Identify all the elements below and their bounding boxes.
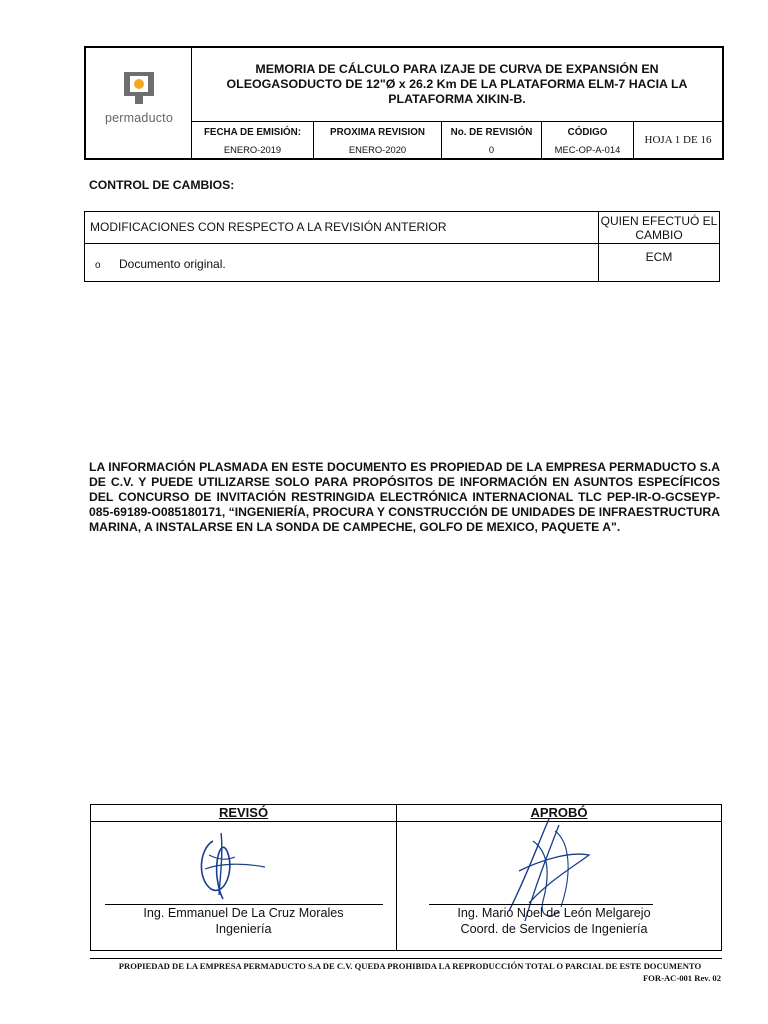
logo-text: permaducto [104,111,173,125]
page-indicator: HOJA 1 DE 16 [644,134,712,146]
field-label: CÓDIGO [567,127,608,138]
reviewer-role: Ingeniería [215,922,272,936]
change-table-header-author: QUIEN EFECTUÓ EL CAMBIO [600,214,718,242]
approver-name-block [409,905,699,937]
permaducto-logo-icon [122,70,156,104]
field-value: ENERO-2019 [223,144,282,155]
approver-name: Ing. Mario Noel de León Melgarejo [457,906,651,920]
change-table-header-modifications: MODIFICACIONES CON RESPECTO A LA REVISIÓN ANTERIOR [85,212,599,244]
field-value: MEC-OP-A-014 [554,144,621,155]
document-header [84,46,724,160]
field-label: PROXIMA REVISION [330,127,425,138]
change-table [84,211,720,282]
signature-divider [396,805,397,950]
footer-notice: PROPIEDAD DE LA EMPRESA PERMADUCTO S.A DE C.V. QUEDA PROHIBIDA LA REPRODUCCIÓN TOTAL O PARCIAL DE ESTE DOCUMENTO [118,961,702,971]
field-label: No. DE REVISIÓN [450,127,533,138]
bullet-icon: o [95,260,101,271]
change-description: Documento original. [119,257,226,271]
change-control-title: CONTROL DE CAMBIOS: [89,178,235,192]
field-value: ENERO-2020 [348,144,407,155]
logo-cell [86,48,192,158]
reviewer-name-block [91,905,396,937]
reviewed-heading: REVISÓ [218,805,269,820]
signature-block [90,804,722,951]
field-value: 0 [488,144,495,155]
field-label: FECHA DE EMISIÓN: [203,127,302,138]
confidentiality-notice: LA INFORMACIÓN PLASMADA EN ESTE DOCUMENTO ES PROPIEDAD DE LA EMPRESA PERMADUCTO S.A DE C.V. Y PUEDE UTILIZARSE SOLO PARA PROPÓSITOS DE INFORMACIÓN EN ASUNTOS ESPECÍFICOS DEL CONCURSO DE INVITACIÓN RESTRINGIDA ELECTRÓNICA INTERNACIONAL TLC PEP-IR-O-GCSEYP-085-69189-O085180171, “INGENIERÍA, PROCURA Y CONSTRUCCIÓN DE UNIDADES DE INFRAESTRUCTURA MARINA, A INSTALARSE EN LA SONDA DE CAMPECHE, GOLFO DE MEXICO, PAQUETE A". [89,460,720,534]
field-revision-number [442,122,542,158]
form-code: FOR-AC-001 Rev. 02 [642,973,721,983]
field-code [542,122,634,158]
reviewer-signature-icon [191,829,271,901]
footer-rule [90,958,722,959]
reviewer-name: Ing. Emmanuel De La Cruz Morales [143,906,344,920]
field-emission-date [192,122,314,158]
approver-role: Coord. de Servicios de Ingeniería [460,922,648,936]
field-next-revision [314,122,442,158]
approved-heading: APROBÓ [530,805,588,820]
document-title: MEMORIA DE CÁLCULO PARA IZAJE DE CURVA DE EXPANSIÓN EN OLEOGASODUCTO DE 12"Ø x 26.2 Km DE LA PLATAFORMA ELM-7 HACIA LA PLATAFORMA XIKIN-B. [192,48,722,122]
change-author: ECM [645,250,673,264]
change-table-row [85,244,599,281]
signature-header-rule [91,821,721,822]
